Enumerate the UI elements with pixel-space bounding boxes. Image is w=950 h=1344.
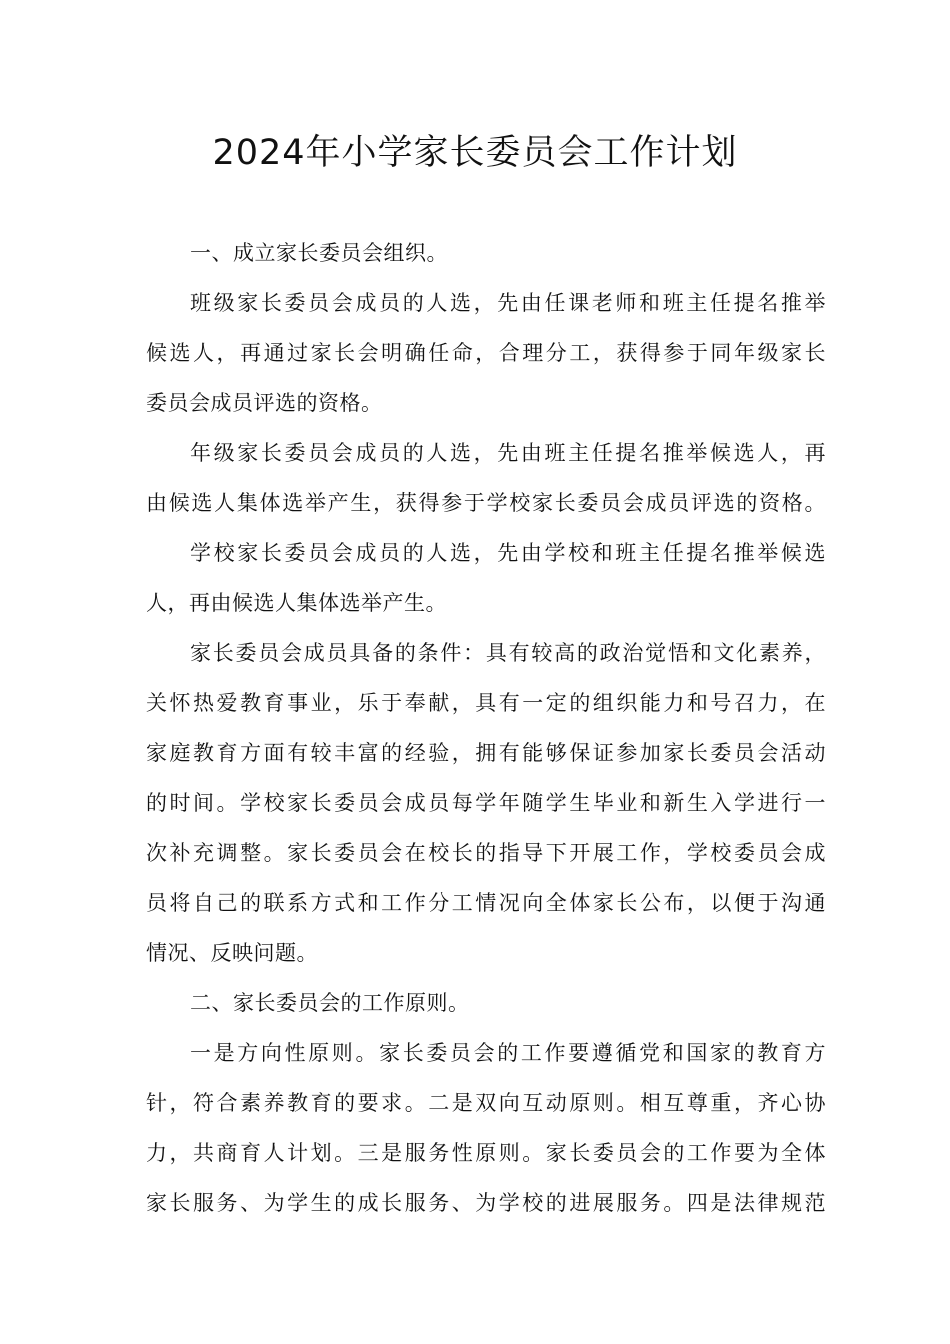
paragraph-line: 学校家长委员会成员的人选，先由学校和班主任提名推举候选: [190, 541, 826, 565]
paragraph-line: 班级家长委员会成员的人选，先由任课老师和班主任提名推举: [190, 291, 826, 315]
paragraph-line: 候选人，再通过家长会明确任命，合理分工，获得参于同年级家长: [146, 341, 826, 365]
paragraph-line: 的时间。学校家长委员会成员每学年随学生毕业和新生入学进行一: [146, 791, 826, 815]
paragraph-line: 员将自己的联系方式和工作分工情况向全体家长公布，以便于沟通: [146, 891, 826, 915]
paragraph-line: 年级家长委员会成员的人选，先由班主任提名推举候选人，再: [190, 441, 826, 465]
document-body: [146, 228, 826, 1228]
paragraph-line: 情况、反映问题。: [146, 941, 318, 965]
paragraph-line: 力，共商育人计划。三是服务性原则。家长委员会的工作要为全体: [146, 1141, 826, 1165]
paragraph-line: 一是方向性原则。家长委员会的工作要遵循党和国家的教育方: [190, 1041, 826, 1065]
section-heading-1: 一、成立家长委员会组织。: [190, 241, 448, 265]
paragraph-line: 家长委员会成员具备的条件：具有较高的政治觉悟和文化素养，: [190, 641, 826, 665]
section-heading-2: 二、家长委员会的工作原则。: [190, 991, 470, 1015]
document-title: 2024年小学家长委员会工作计划: [212, 133, 738, 173]
paragraph-line: 由候选人集体选举产生，获得参于学校家长委员会成员评选的资格。: [146, 491, 826, 515]
paragraph-line: 关怀热爱教育事业，乐于奉献，具有一定的组织能力和号召力，在: [146, 691, 826, 715]
paragraph-line: 人，再由候选人集体选举产生。: [146, 591, 447, 615]
paragraph-line: 次补充调整。家长委员会在校长的指导下开展工作，学校委员会成: [146, 841, 826, 865]
paragraph-line: 针，符合素养教育的要求。二是双向互动原则。相互尊重，齐心协: [146, 1091, 826, 1115]
paragraph-line: 委员会成员评选的资格。: [146, 391, 383, 415]
paragraph-line: 家长服务、为学生的成长服务、为学校的进展服务。四是法律规范: [146, 1191, 826, 1215]
paragraph-line: 家庭教育方面有较丰富的经验，拥有能够保证参加家长委员会活动: [146, 741, 826, 765]
